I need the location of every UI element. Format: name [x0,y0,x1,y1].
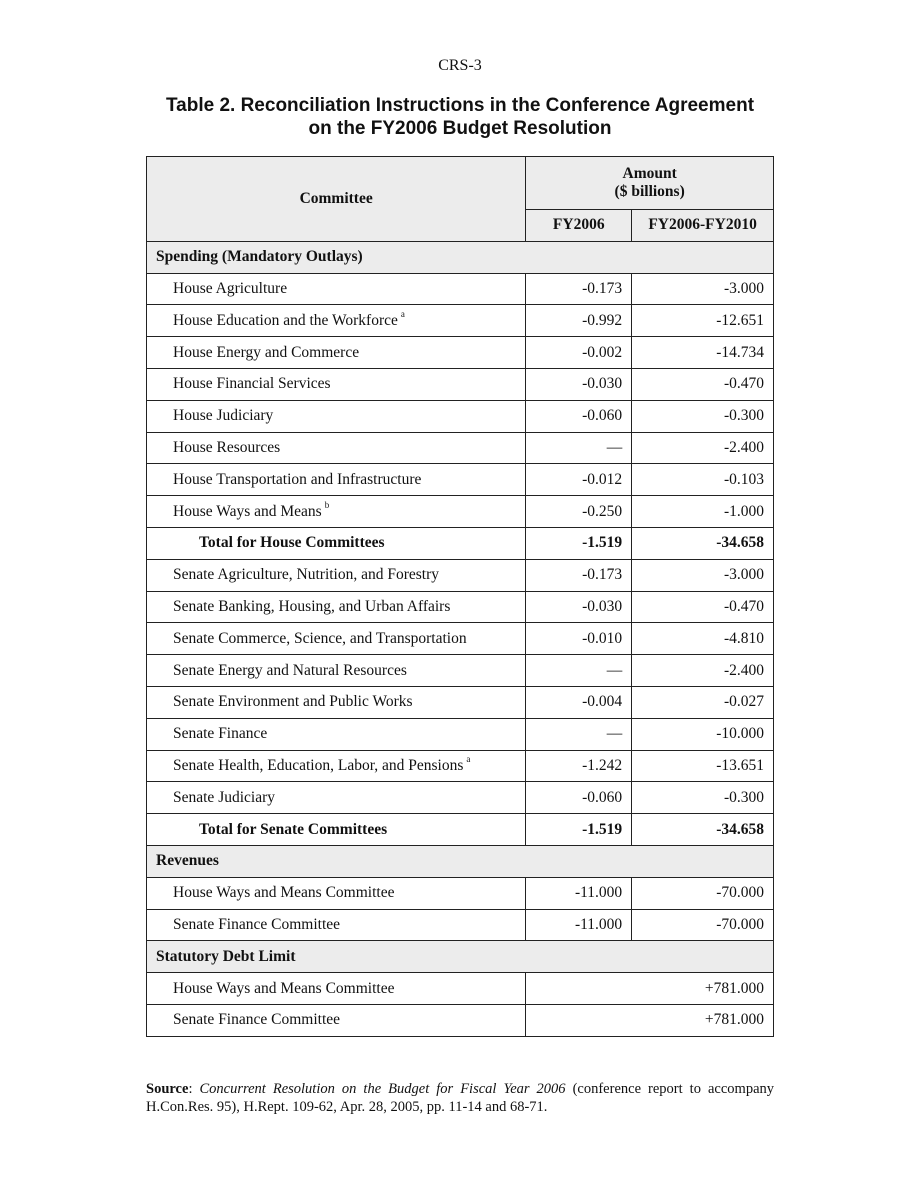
table-row [147,973,774,1005]
fy2006-2010-value: -0.470 [632,368,774,400]
committee-name-cell [147,973,526,1005]
total-row [147,814,774,846]
section-spending [147,241,774,273]
fy2006-value: -0.992 [526,305,632,337]
fy2006-2010-value: -70.000 [632,909,774,941]
committee-name: Senate Health, Education, Labor, and Pensions [173,756,464,774]
table-row [147,909,774,941]
committee-name: House Transportation and Infrastructure [173,470,422,488]
fy2006-value: -0.012 [526,464,632,496]
committee-name-cell [147,623,526,655]
committee-name: Senate Finance [173,725,268,743]
committee-name-cell [147,368,526,400]
committee-name-cell [147,686,526,718]
committee-name-cell [147,1004,526,1036]
committee-name-cell [147,527,526,559]
committee-name-cell [147,464,526,496]
committee-name: House Ways and Means Committee [173,884,395,902]
table-row [147,368,774,400]
reconciliation-table [146,156,774,1037]
fy2006-value: -0.030 [526,368,632,400]
fy2006-value: -0.004 [526,686,632,718]
committee-name: Total for House Committees [199,534,385,552]
fy2006-2010-value: -14.734 [632,337,774,369]
committee-name: Senate Energy and Natural Resources [173,661,407,679]
fy2006-2010-value: -3.000 [632,559,774,591]
source-details: (conference report to accompany H.Con.Res. 95), H.Rept. 109-62, Apr. 28, 2005, pp. 11-14 and 68-71. [146,1081,775,1115]
fy2006-2010-value: -34.658 [632,814,774,846]
table-row [147,623,774,655]
fy2006-2010-value: -10.000 [632,718,774,750]
fy2006-2010-value: -12.651 [632,305,774,337]
amount-header-line2: ($ billions) [614,183,685,200]
committee-name: Senate Finance Committee [173,915,341,933]
committee-name: House Energy and Commerce [173,343,360,361]
committee-name-cell [147,337,526,369]
table-row [147,559,774,591]
table-row [147,782,774,814]
table-row [147,655,774,687]
fy2006-2010-value: -2.400 [632,432,774,464]
fy2006-2010-value: -2.400 [632,655,774,687]
committee-name: Senate Judiciary [173,788,276,806]
section-debt-limit [147,941,774,973]
table-row [147,273,774,305]
fy2006-2010-value: -34.658 [632,527,774,559]
section-spending-label: Spending (Mandatory Outlays) [147,241,774,273]
fy2006-2010-header: FY2006-FY2010 [632,210,774,242]
table-row [147,464,774,496]
source-label: Source [146,1081,189,1097]
fy2006-value: — [526,655,632,687]
table-row [147,400,774,432]
committee-name: Senate Commerce, Science, and Transportation [173,629,467,647]
section-revenues [147,845,774,877]
amount-header-line1: Amount [622,165,677,182]
fy2006-value: -1.519 [526,527,632,559]
table-row [147,1004,774,1036]
fy2006-value: -0.060 [526,782,632,814]
source-note [146,1080,774,1116]
table-row [147,496,774,528]
committee-name-cell [147,305,526,337]
amount-header [526,157,774,210]
table-row [147,337,774,369]
fy2006-value: -11.000 [526,877,632,909]
committee-name: House Ways and Means [173,502,322,520]
committee-name-cell [147,718,526,750]
fy2006-value: -0.010 [526,623,632,655]
committee-name-cell [147,400,526,432]
total-row [147,527,774,559]
fy2006-value: -0.173 [526,273,632,305]
fy2006-2010-value: -4.810 [632,623,774,655]
committee-header: Committee [147,157,526,242]
footnote-marker: b [324,499,330,510]
committee-name: House Ways and Means Committee [173,979,395,997]
committee-name: Senate Environment and Public Works [173,693,413,711]
table-title-line1: Table 2. Reconciliation Instructions in the Conference Agreement [165,95,755,116]
fy2006-value: -0.002 [526,337,632,369]
fy2006-value: -0.030 [526,591,632,623]
committee-name: House Financial Services [173,375,331,393]
table-row [147,750,774,782]
footnote-marker: a [466,753,471,764]
committee-name-cell [147,909,526,941]
fy2006-2010-value: -3.000 [632,273,774,305]
source-colon: : [188,1081,200,1097]
committee-name-cell [147,273,526,305]
page-header: CRS-3 [438,57,482,74]
committee-name-cell [147,814,526,846]
committee-name: House Resources [173,438,281,456]
fy2006-value: -1.519 [526,814,632,846]
table-row [147,591,774,623]
committee-name: House Judiciary [173,407,274,425]
committee-name-cell [147,591,526,623]
committee-name: Senate Agriculture, Nutrition, and Forestry [173,566,440,584]
section-debt-limit-label: Statutory Debt Limit [147,941,774,973]
committee-name: House Agriculture [173,279,288,297]
fy2006-value: — [526,718,632,750]
fy2006-header: FY2006 [526,210,632,242]
fy2006-value: — [526,432,632,464]
committee-name: Total for Senate Committees [199,820,388,838]
committee-name-cell [147,877,526,909]
fy2006-value: -0.173 [526,559,632,591]
header-row [147,157,774,210]
source-title: Concurrent Resolution on the Budget for Fiscal Year 2006 [199,1081,566,1097]
table-row [147,877,774,909]
committee-name: Senate Finance Committee [173,1011,341,1029]
debt-limit-value: +781.000 [526,1004,774,1036]
committee-name-cell [147,655,526,687]
fy2006-value: -11.000 [526,909,632,941]
fy2006-2010-value: -13.651 [632,750,774,782]
table-row [147,718,774,750]
table-row [147,305,774,337]
committee-name-cell [147,782,526,814]
fy2006-2010-value: -0.300 [632,400,774,432]
table-row [147,432,774,464]
section-revenues-label: Revenues [147,845,774,877]
footnote-marker: a [400,308,405,319]
table-title [0,94,920,140]
committee-name-cell [147,750,526,782]
committee-name-cell [147,496,526,528]
fy2006-2010-value: -0.300 [632,782,774,814]
fy2006-2010-value: -0.103 [632,464,774,496]
committee-name: Senate Banking, Housing, and Urban Affairs [173,597,451,615]
fy2006-2010-value: -70.000 [632,877,774,909]
fy2006-2010-value: -0.470 [632,591,774,623]
committee-name-cell [147,432,526,464]
fy2006-value: -0.060 [526,400,632,432]
committee-name: House Education and the Workforce [173,311,398,329]
debt-limit-value: +781.000 [526,973,774,1005]
table-title-line2: on the FY2006 Budget Resolution [308,118,612,139]
committee-name-cell [147,559,526,591]
table-body [147,241,774,1036]
fy2006-2010-value: -0.027 [632,686,774,718]
table-row [147,686,774,718]
fy2006-value: -1.242 [526,750,632,782]
fy2006-2010-value: -1.000 [632,496,774,528]
fy2006-value: -0.250 [526,496,632,528]
